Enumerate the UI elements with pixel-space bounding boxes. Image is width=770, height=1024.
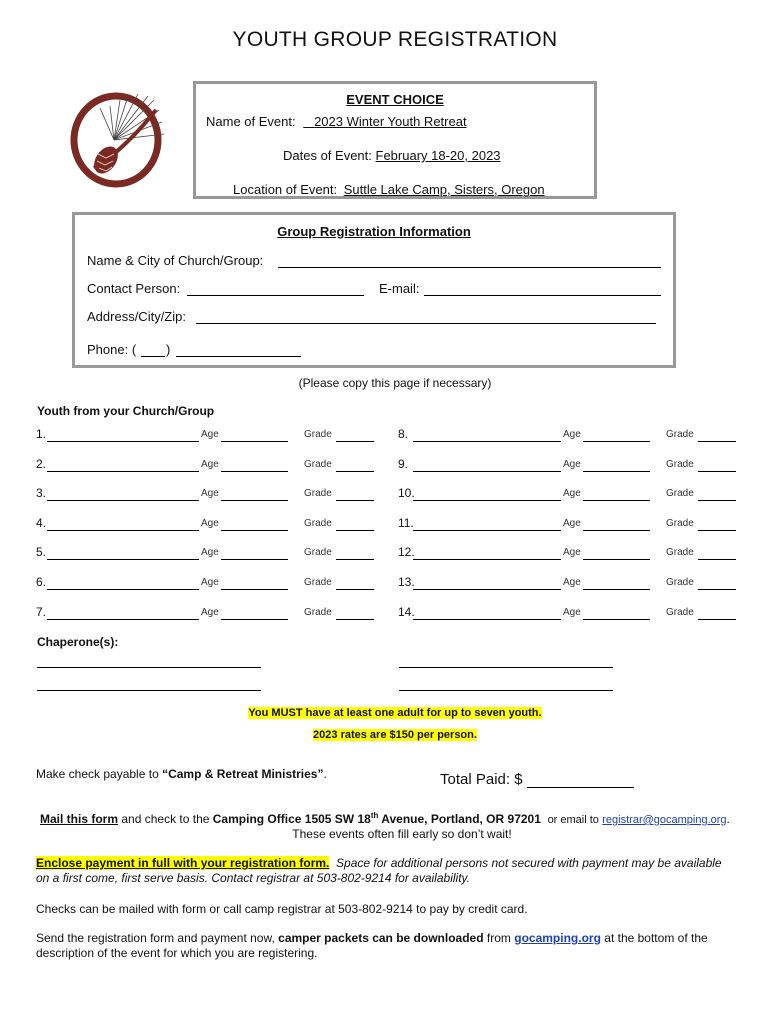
group-registration-box [72,212,676,368]
youth-number: 11. [398,516,414,530]
youth-age-field[interactable] [221,619,288,620]
youth-row [36,486,376,502]
payable-text: Make check payable to “Camp & Retreat Ministries”. [36,767,327,781]
youth-number: 14. [398,605,415,619]
youth-age-field[interactable] [583,530,650,531]
youth-heading: Youth from your Church/Group [37,404,215,418]
grade-label: Grade [304,547,332,558]
youth-grade-field[interactable] [336,500,374,501]
grade-label: Grade [666,547,694,558]
youth-name-field[interactable] [47,530,199,531]
notice-adult: You MUST have at least one adult for up to seven youth. [248,707,542,719]
youth-grade-field[interactable] [698,530,736,531]
phone-field[interactable] [176,356,301,357]
address-field[interactable] [196,323,656,324]
chaperone-field-1[interactable] [37,667,261,668]
age-label: Age [563,459,581,470]
page-title: YOUTH GROUP REGISTRATION [232,28,558,51]
youth-row [398,545,738,561]
youth-age-field[interactable] [221,471,288,472]
youth-grade-field[interactable] [336,619,374,620]
youth-age-field[interactable] [221,530,288,531]
event-location-value: Suttle Lake Camp, Sisters, Oregon [343,182,545,197]
gocamping-link[interactable]: gocamping.org [514,931,601,945]
age-label: Age [201,518,219,529]
grade-label: Grade [666,577,694,588]
youth-grade-field[interactable] [698,619,736,620]
youth-number: 5. [36,545,47,559]
youth-age-field[interactable] [583,559,650,560]
youth-number: 3. [36,486,47,500]
youth-age-field[interactable] [221,589,288,590]
youth-number: 13. [398,575,415,589]
age-label: Age [563,518,581,529]
youth-row [398,486,738,502]
event-name-label: Name of Event: [206,114,296,129]
event-location-row [233,182,545,197]
enclose-payment: Enclose payment in full with your registration form. Space for additional persons not secured with payment may be available on a first come, first serve basis. Contact registrar at 503-802-9214 for availability. [36,856,722,885]
chaperone-heading: Chaperone(s): [37,635,119,649]
youth-row [398,427,738,443]
youth-grade-field[interactable] [698,500,736,501]
youth-name-field[interactable] [413,619,561,620]
youth-name-field[interactable] [47,500,199,501]
youth-age-field[interactable] [583,471,650,472]
grade-label: Grade [304,518,332,529]
chaperone-field-2[interactable] [37,690,261,691]
youth-grade-field[interactable] [336,441,374,442]
youth-row [36,457,376,473]
age-label: Age [201,488,219,499]
grade-label: Grade [304,488,332,499]
youth-name-field[interactable] [413,500,561,501]
youth-grade-field[interactable] [336,530,374,531]
age-label: Age [201,547,219,558]
checks-note: Checks can be mailed with form or call camp registrar at 503-802-9214 to pay by credit card. [36,902,528,916]
youth-age-field[interactable] [221,559,288,560]
group-heading: Group Registration Information [277,224,471,239]
grade-label: Grade [304,577,332,588]
youth-row [36,545,376,561]
youth-grade-field[interactable] [698,471,736,472]
event-choice-heading: EVENT CHOICE [346,92,444,107]
event-dates-label: Dates of Event: [283,148,372,163]
youth-number: 6. [36,575,47,589]
event-choice-box [193,81,597,199]
youth-number: 1. [36,427,47,441]
youth-row [36,427,376,443]
church-label: Name & City of Church/Group: [87,253,264,268]
youth-row [36,516,376,532]
age-label: Age [563,607,581,618]
mail-instructions: Mail this form and check to the Camping Office 1505 SW 18th Avenue, Portland, OR 97201 or email to registrar@gocamping.org. [40,811,730,826]
phone-label: Phone: ( [87,342,137,357]
youth-number: 7. [36,605,47,619]
address-label: Address/City/Zip: [87,309,186,324]
age-label: Age [563,547,581,558]
youth-row [398,605,738,621]
copy-note: (Please copy this page if necessary) [298,376,492,390]
age-label: Age [201,459,219,470]
youth-name-field[interactable] [413,471,561,472]
youth-number: 2. [36,457,47,471]
youth-number: 12. [398,545,415,559]
grade-label: Grade [304,429,332,440]
age-label: Age [563,488,581,499]
contact-field[interactable] [187,295,364,296]
youth-row [398,516,738,532]
total-paid-field[interactable] [527,787,634,788]
church-field[interactable] [278,267,661,268]
age-label: Age [563,429,581,440]
youth-grade-field[interactable] [336,589,374,590]
youth-row [36,575,376,591]
chaperone-field-4[interactable] [399,690,613,691]
contact-label: Contact Person: [87,281,181,296]
youth-row [36,605,376,621]
youth-grade-field[interactable] [336,559,374,560]
youth-name-field[interactable] [47,619,199,620]
age-label: Age [201,607,219,618]
youth-age-field[interactable] [583,500,650,501]
youth-age-field[interactable] [583,589,650,590]
youth-name-field[interactable] [413,559,561,560]
youth-age-field[interactable] [583,619,650,620]
event-name-value: 2023 Winter Youth Retreat [314,114,467,129]
youth-grade-field[interactable] [698,589,736,590]
grade-label: Grade [304,607,332,618]
email-field[interactable] [424,295,661,296]
event-name-row [206,114,467,129]
youth-grade-field[interactable] [336,471,374,472]
youth-age-field[interactable] [221,500,288,501]
event-dates-value: February 18-20, 2023 [375,148,501,163]
youth-name-field[interactable] [413,530,561,531]
fill-early-note: These events often fill early so don’t wait! [292,827,512,841]
youth-name-field[interactable] [413,441,561,442]
event-dates-row [283,148,501,163]
youth-name-field[interactable] [413,589,561,590]
age-label: Age [201,429,219,440]
youth-age-field[interactable] [583,441,650,442]
phone-close: ) [166,342,171,357]
email-label: E-mail: [379,281,420,296]
grade-label: Grade [304,459,332,470]
grade-label: Grade [666,459,694,470]
youth-number: 9. [398,457,409,471]
phone-area-field[interactable] [141,356,165,357]
age-label: Age [563,577,581,588]
youth-grade-field[interactable] [698,559,736,560]
event-location-label: Location of Event: [233,182,338,197]
youth-number: 8. [398,427,409,441]
send-note: Send the registration form and payment now, camper packets can be downloaded from gocamping.org at the bottom of the description of the event for which you are registering. [36,931,708,960]
youth-age-field[interactable] [221,441,288,442]
total-paid-label: Total Paid: $ [440,771,523,788]
registrar-email-link[interactable]: registrar@gocamping.org [602,814,727,826]
notice-rates: 2023 rates are $150 per person. [313,729,477,741]
youth-name-field[interactable] [47,589,199,590]
grade-label: Grade [666,429,694,440]
grade-label: Grade [666,488,694,499]
youth-number: 4. [36,516,47,530]
youth-row [398,575,738,591]
chaperone-field-3[interactable] [399,667,613,668]
youth-name-field[interactable] [47,559,199,560]
youth-grade-field[interactable] [698,441,736,442]
youth-number: 10. [398,486,415,500]
youth-row [398,457,738,473]
youth-name-field[interactable] [47,441,199,442]
grade-label: Grade [666,518,694,529]
youth-name-field[interactable] [47,471,199,472]
grade-label: Grade [666,607,694,618]
pinecone-logo-icon [64,90,168,190]
age-label: Age [201,577,219,588]
